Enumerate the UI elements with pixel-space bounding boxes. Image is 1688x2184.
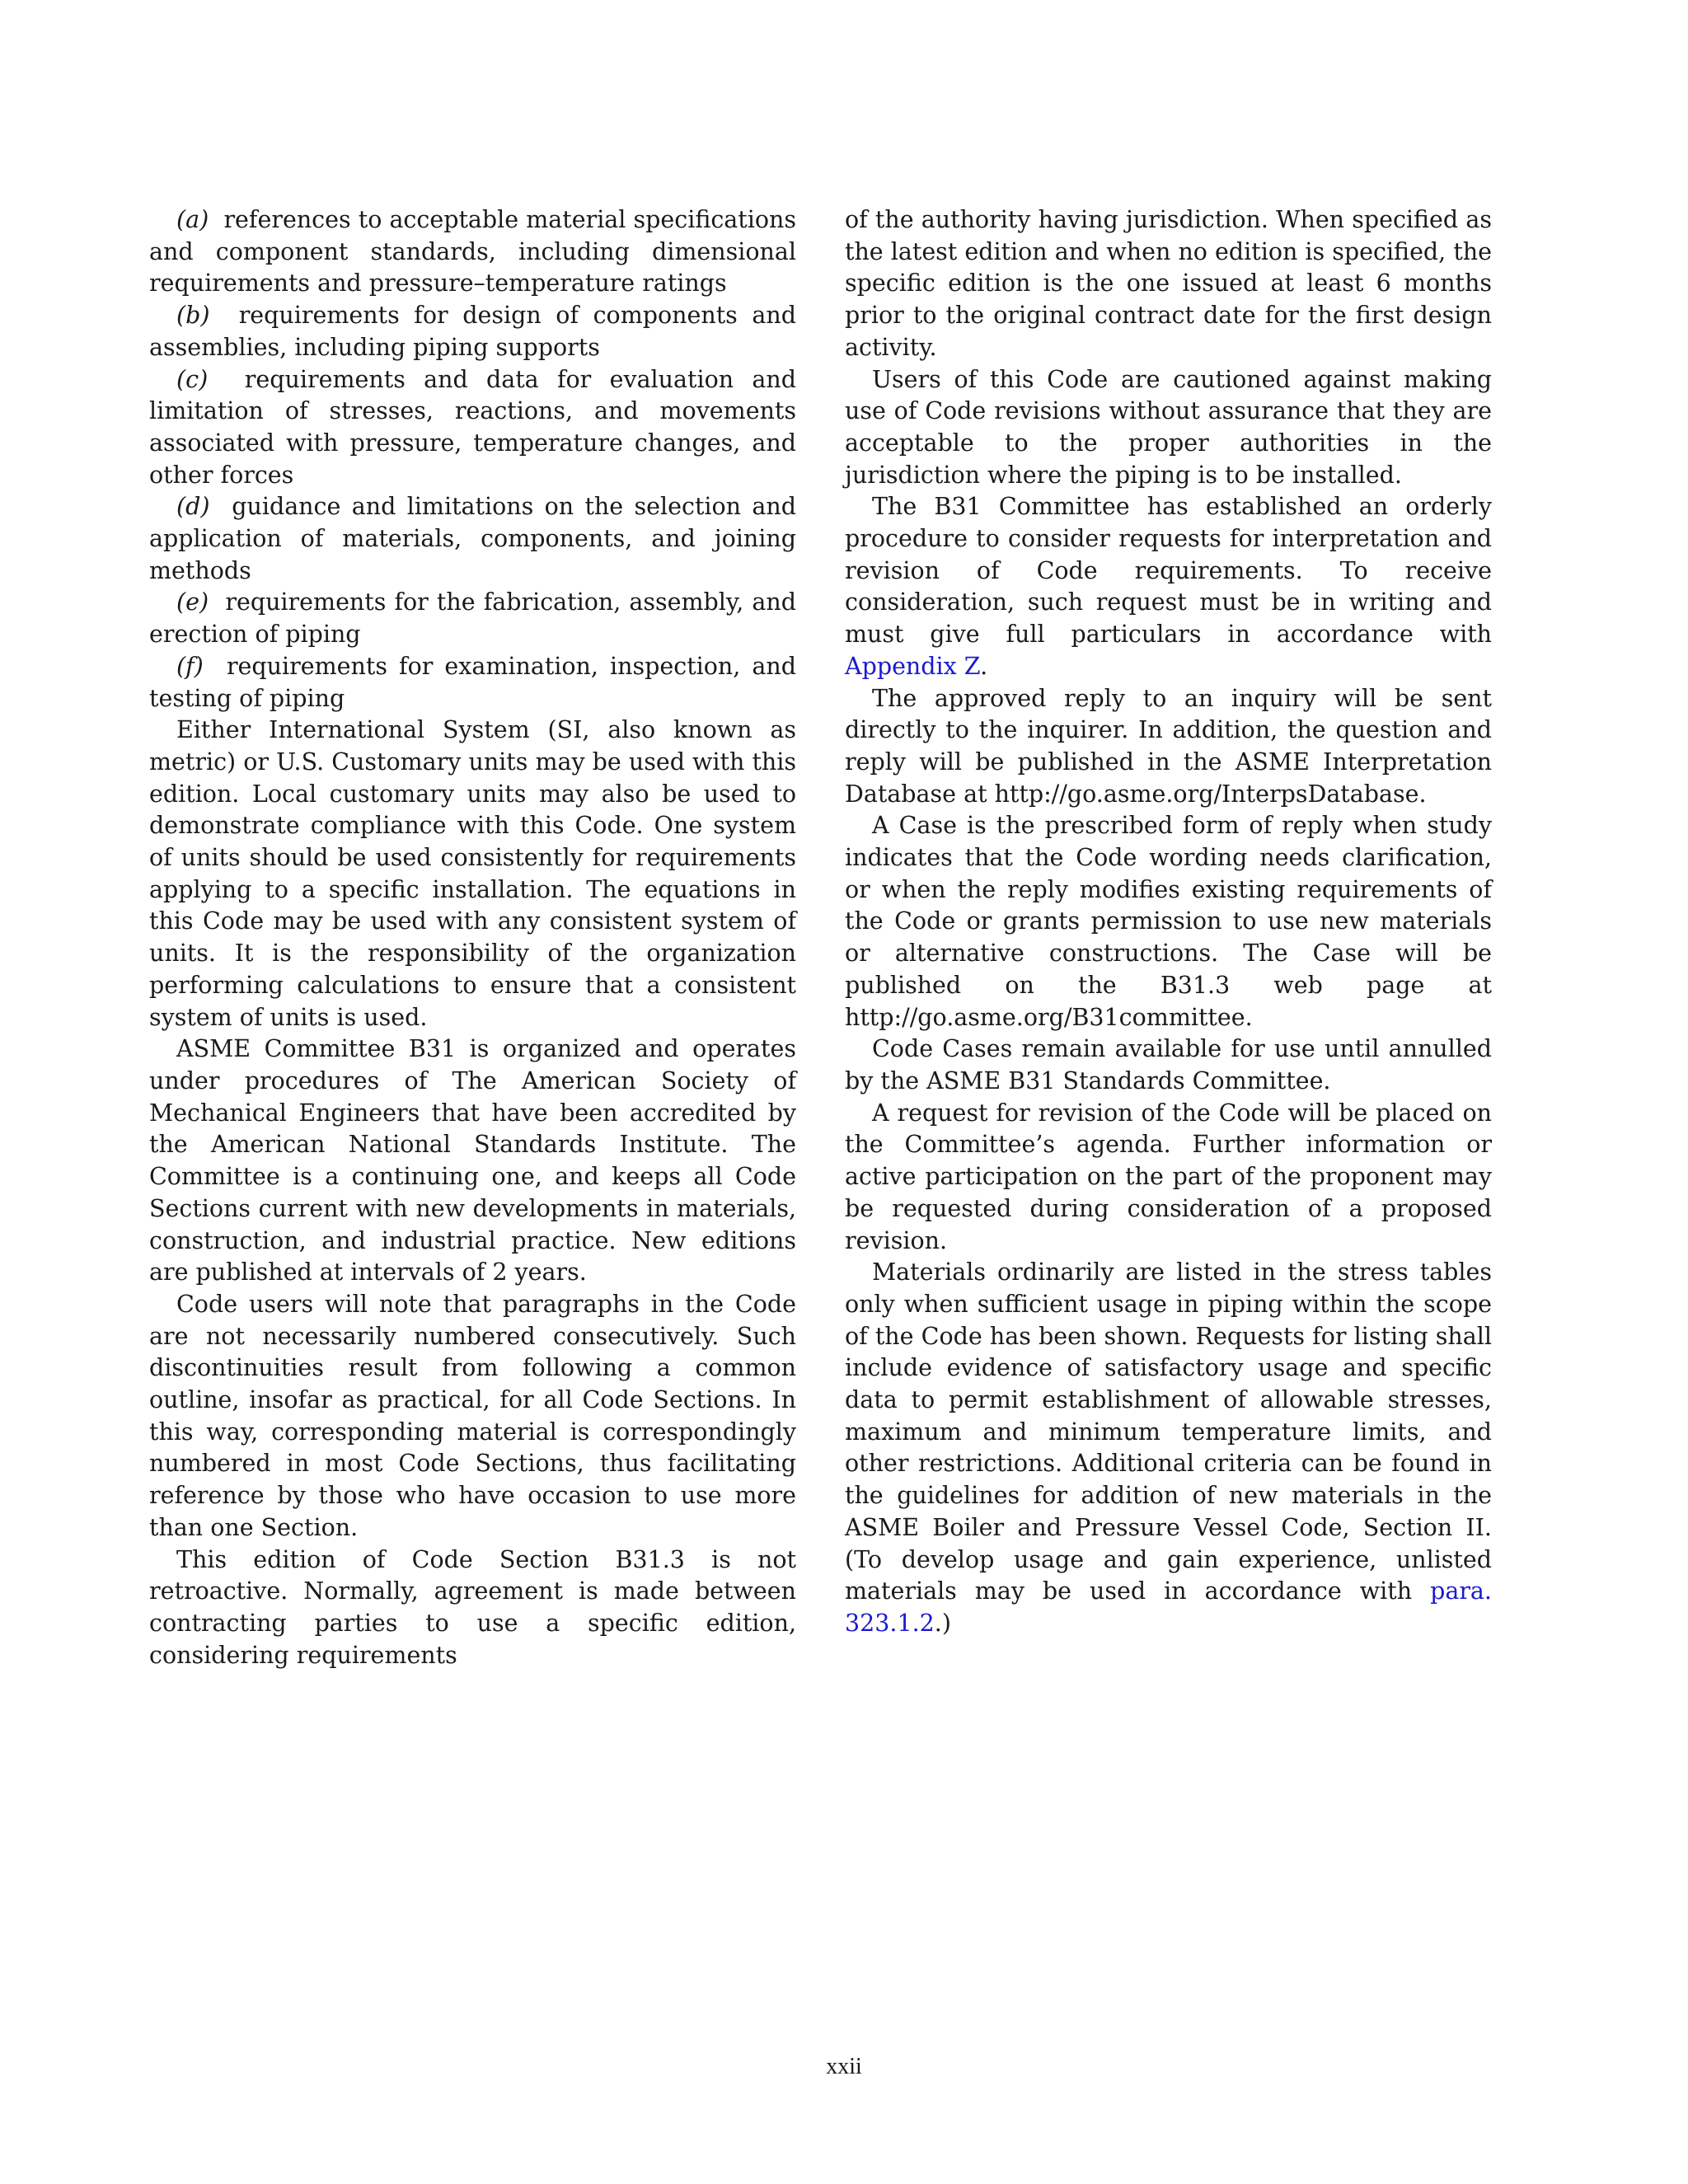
interpretation-text-end: .	[980, 652, 988, 680]
item-label: (e)	[176, 588, 209, 616]
list-item-b	[149, 300, 796, 363]
interpretation-text: The B31 Committee has established an orderly procedure to consider requests for interpretation and revision of Code requirements. To receive consideration, such request must be in writing and must give full particulars in accordance with	[845, 493, 1492, 649]
committee-paragraph: ASME Committee B31 is organized and operates under procedures of The American Society of Mechanical Engineers that have been accredited by the American National Standards Institute. The Committee is a continuing one, and keeps all Code Sections current with new developments in materials, construction, and industrial practice. New editions are published at intervals of 2 years.	[149, 1035, 796, 1286]
item-text: guidance and limitations on the selection and application of materials, components, and joining methods	[149, 493, 796, 584]
case-paragraph: A Case is the prescribed form of reply when study indicates that the Code wording needs clarification, or when the reply modifies existing requirements of the Code or grants permission to use new materials or alternative constructions. The Case will be published on the B31.3 web page at http://go.asme.org/B31committee.	[845, 812, 1492, 1031]
materials-text-end: .)	[934, 1609, 951, 1637]
list-item-d	[149, 491, 796, 587]
materials-text: Materials ordinarily are listed in the stress tables only when sufficient usage in piping within the scope of the Code has been shown. Requests for listing shall include evidence of satisfactory usage and specific data to permit establishment of allowable stresses, maximum and minimum temperature limits, and other restrictions. Additional criteria can be found in the guidelines for addition of new materials in the ASME Boiler and Pressure Vessel Code, Section II. (To develop usage and gain experience, unlisted materials may be used in accordance with	[845, 1258, 1492, 1605]
item-text: requirements for the fabrication, assembly, and erection of piping	[149, 588, 796, 649]
item-text: requirements for examination, inspection, and testing of piping	[149, 652, 797, 712]
right-column	[845, 204, 1492, 1640]
materials-paragraph	[845, 1257, 1492, 1639]
item-text: references to acceptable material specifications and component standards, including dimensional requirements and pressure–temperature ratings	[149, 206, 796, 298]
interpretation-paragraph	[845, 491, 1492, 682]
item-text: requirements and data for evaluation and limitation of stresses, reactions, and movements associated with pressure, temperature changes, and other forces	[149, 365, 796, 489]
list-item-a	[149, 204, 796, 300]
caution-paragraph: Users of this Code are cautioned against making use of Code revisions without assurance that they are acceptable to the proper authorities in the jurisdiction where the piping is to be installed.	[845, 365, 1492, 489]
reply-paragraph: The approved reply to an inquiry will be sent directly to the inquirer. In addition, the question and reply will be published in the ASME Interpretation Database at http://go.asme.org/InterpsDatabase.	[845, 684, 1492, 808]
item-label: (b)	[176, 302, 210, 330]
left-column	[149, 204, 796, 1671]
item-text: requirements for design of components and assemblies, including piping supports	[149, 302, 796, 361]
edition-paragraph: This edition of Code Section B31.3 is not retroactive. Normally, agreement is made between contracting parties to use a specific edition, considering requirements	[149, 1545, 796, 1669]
item-label: (c)	[176, 365, 209, 393]
code-cases-paragraph: Code Cases remain available for use until annulled by the ASME B31 Standards Committee.	[845, 1035, 1492, 1094]
item-label: (f)	[176, 652, 204, 680]
list-item-e	[149, 587, 796, 650]
list-item-c	[149, 364, 796, 492]
units-paragraph: Either International System (SI, also known as metric) or U.S. Customary units may be used with this edition. Local customary units may also be used to demonstrate compliance with this Code. One system of units should be used consistently for requirements applying to a specific installation. The equations in this Code may be used with any consistent system of units. It is the responsibility of the organization performing calculations to ensure that a consistent system of units is used.	[149, 716, 796, 1031]
numbering-paragraph: Code users will note that paragraphs in the Code are not necessarily numbered consecutively. Such discontinuities result from following a common outline, insofar as practical, for all Code Sections. In this way, corresponding material is correspondingly numbered in most Code Sections, thus facilitating reference by those who have occasion to use more than one Section.	[149, 1290, 796, 1541]
appendix-z-link[interactable]: Appendix Z	[845, 652, 981, 680]
para-323-1-2-link[interactable]: para. 323.1.2	[845, 1577, 1492, 1637]
item-label: (d)	[176, 493, 210, 521]
page-number: xxii	[826, 2054, 862, 2079]
continuation-paragraph: of the authority having jurisdiction. When specified as the latest edition and when no edition is specified, the specific edition is the one issued at least 6 months prior to the original contract date for the first design activity.	[845, 206, 1492, 361]
item-label: (a)	[176, 206, 209, 233]
list-item-f	[149, 651, 796, 715]
revision-request-paragraph: A request for revision of the Code will be placed on the Committee’s agenda. Further information or active participation on the part of the proponent may be requested during consideration of a proposed revision.	[845, 1099, 1492, 1254]
